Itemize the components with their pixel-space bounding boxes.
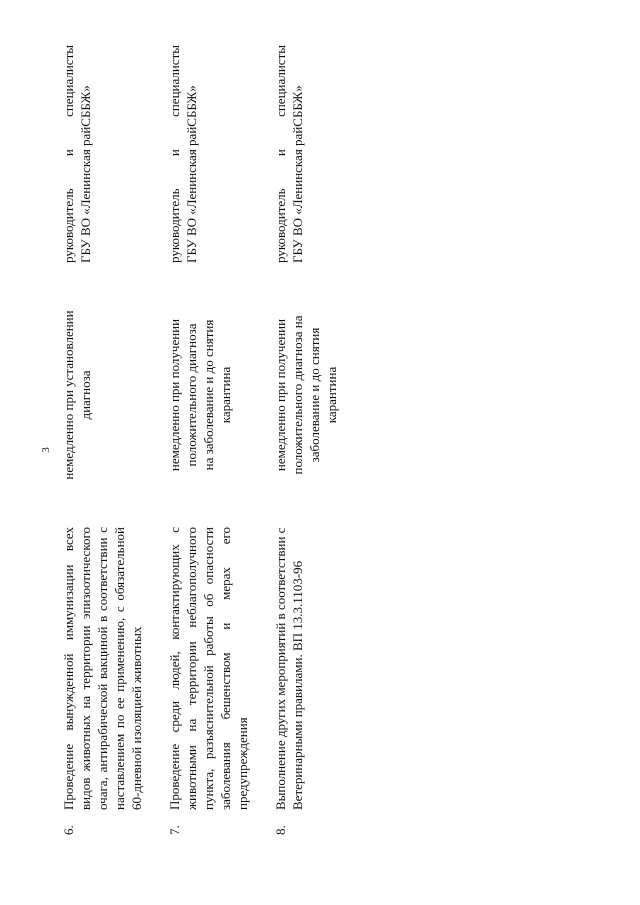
text-line: наставлением по ее применению, с обязательной	[112, 527, 127, 810]
text-line: положительного диагноза	[184, 323, 199, 467]
text-line: руководитель и специалисты	[61, 45, 76, 263]
text-line: заболевание и до снятия	[307, 327, 322, 463]
measure-deadline	[60, 285, 94, 505]
text-line: животными на территории неблагополучного	[184, 527, 199, 810]
measure-responsible	[272, 45, 306, 263]
measure-deadline	[166, 285, 234, 505]
text-line: диагноза	[78, 370, 93, 420]
text-line: ГБУ ВО «Ленинская райСББЖ»	[184, 85, 199, 263]
text-line: ГБУ ВО «Ленинская райСББЖ»	[290, 85, 305, 263]
measure-responsible	[166, 45, 200, 263]
row-number: 6.	[61, 825, 76, 835]
measure-description	[272, 527, 306, 810]
measures-table	[60, 45, 339, 835]
text-line: предупреждения	[235, 717, 250, 810]
text-line: руководитель и специалисты	[273, 45, 288, 263]
measure-deadline	[272, 285, 340, 505]
text-line: очага, антирабической вакциной в соответствии с	[95, 527, 110, 810]
text-line: 60-дневной изоляцией животных	[129, 626, 144, 810]
text-line: Ветеринарными правилами. ВП 13.3.1103-96	[290, 560, 305, 810]
text-line: ГБУ ВО «Ленинская райСББЖ»	[78, 85, 93, 263]
text-line: немедленно при установлении	[61, 310, 76, 480]
measure-description	[166, 527, 251, 810]
measure-responsible	[60, 45, 94, 263]
row-number: 8.	[273, 825, 288, 835]
measure-description	[60, 527, 145, 810]
text-line: карантина	[324, 366, 339, 424]
text-line: Выполнение других мероприятий в соответствии с	[273, 527, 288, 810]
text-line: немедленно при получении	[167, 318, 182, 472]
text-line: руководитель и специалисты	[167, 45, 182, 263]
text-line: видов животных на территории эпизоотического	[78, 527, 93, 810]
text-line: немедленно при получении	[273, 318, 288, 472]
text-line: пункта, разъяснительной работы об опасности	[201, 527, 216, 810]
text-line: положительного диагноза на	[290, 315, 305, 475]
text-line: карантина	[218, 366, 233, 424]
page-number: 3	[40, 447, 52, 453]
text-line: Проведение среди людей, контактирующих с	[167, 527, 182, 810]
text-line: заболевания бешенством и мерах его	[218, 527, 233, 810]
text-line: на заболевание и до снятия	[201, 319, 216, 471]
text-line: Проведение вынужденной иммунизации всех	[61, 527, 76, 810]
row-number: 7.	[167, 825, 182, 835]
